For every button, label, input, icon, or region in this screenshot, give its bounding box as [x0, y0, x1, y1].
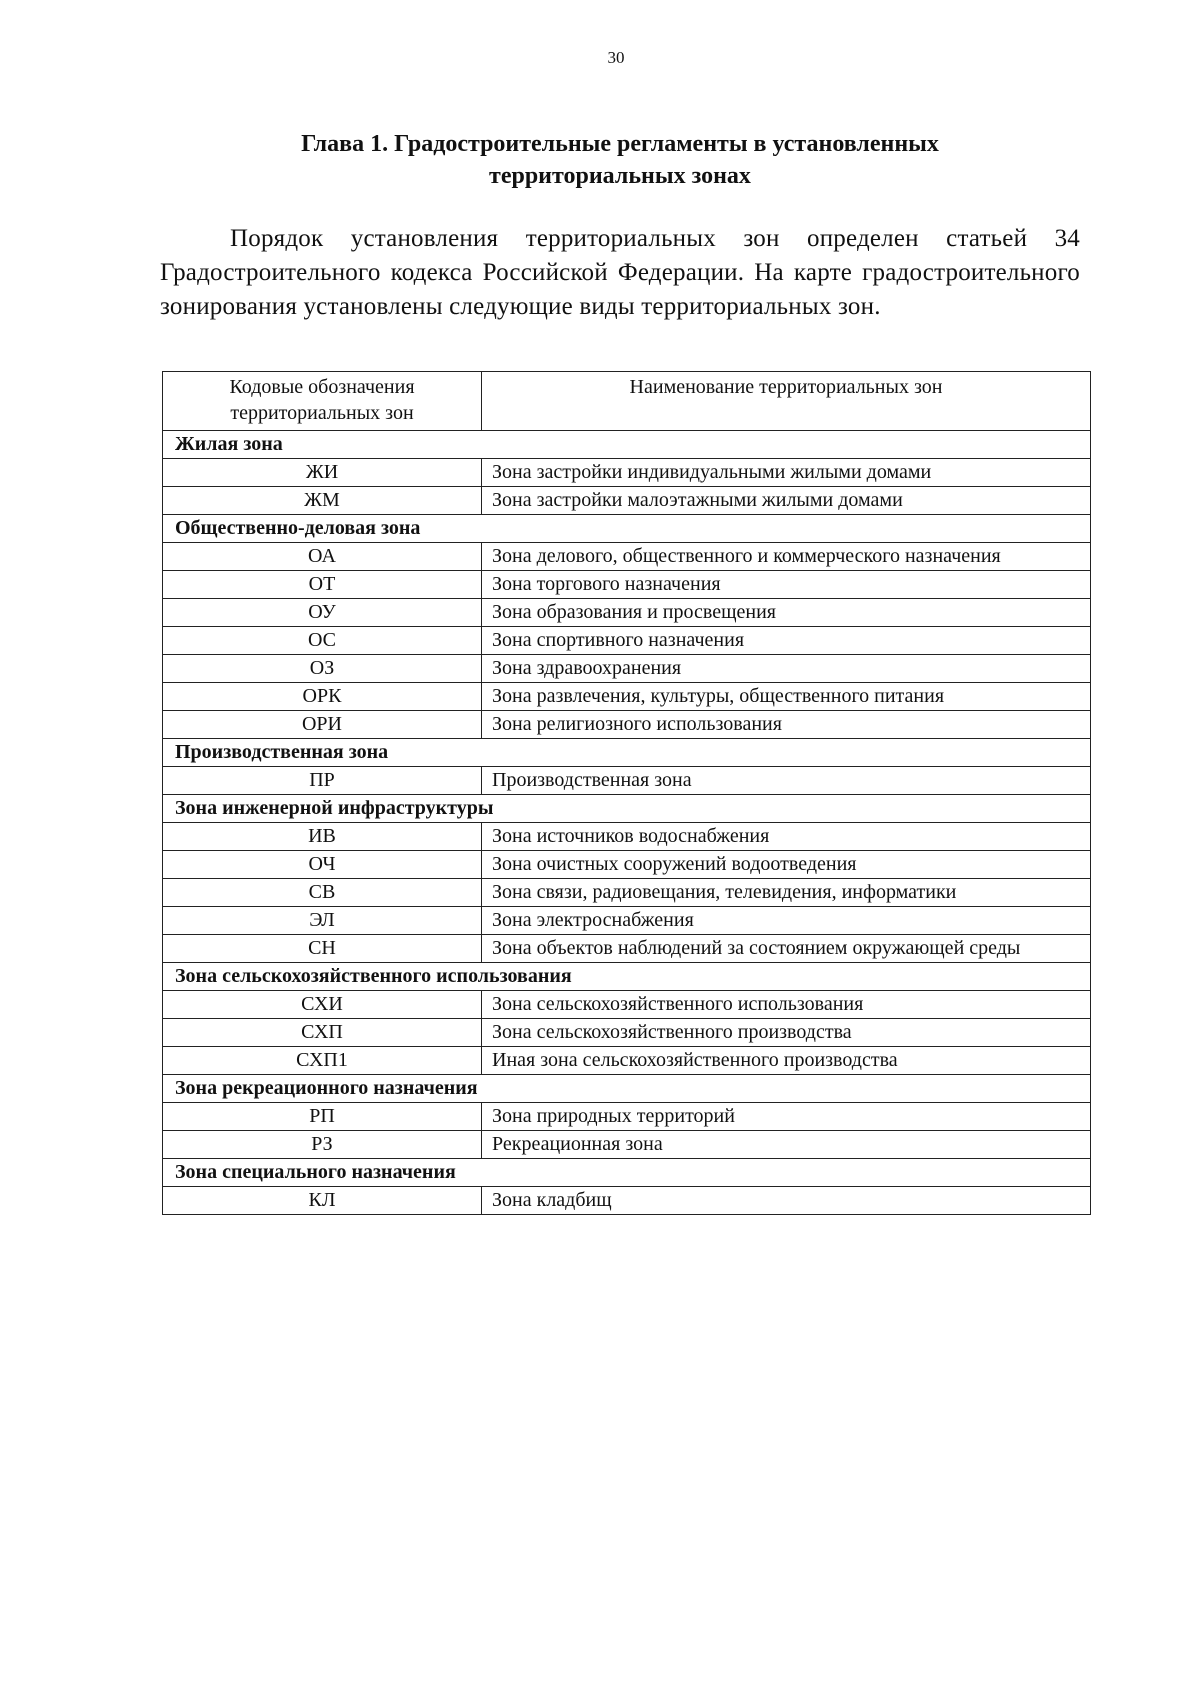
- table-row: [163, 599, 1091, 627]
- zone-name: Зона развлечения, культуры, общественного питания: [482, 683, 1091, 711]
- zone-group-row: [163, 431, 1091, 459]
- zone-code: ОРИ: [163, 711, 482, 739]
- zone-code: ОС: [163, 627, 482, 655]
- table-row: [163, 1131, 1091, 1159]
- zone-group-row: [163, 963, 1091, 991]
- zone-group-label: Производственная зона: [163, 739, 1091, 767]
- zone-group-row: [163, 1159, 1091, 1187]
- table-row: [163, 487, 1091, 515]
- zone-group-row: [163, 515, 1091, 543]
- table-row: [163, 655, 1091, 683]
- zone-group-label: Зона сельскохозяйственного использования: [163, 963, 1091, 991]
- chapter-title: Глава 1. Градостроительные регламенты в установленных территориальных зонах: [301, 131, 939, 189]
- zone-name: Производственная зона: [482, 767, 1091, 795]
- zone-name: Зона кладбищ: [482, 1187, 1091, 1215]
- table-row: [163, 991, 1091, 1019]
- zone-name: Зона делового, общественного и коммерческого назначения: [482, 543, 1091, 571]
- zone-group-label: Жилая зона: [163, 431, 1091, 459]
- zone-name: Зона источников водоснабжения: [482, 823, 1091, 851]
- table-row: [163, 935, 1091, 963]
- table-row: [163, 711, 1091, 739]
- zone-code: ИВ: [163, 823, 482, 851]
- zone-code: ПР: [163, 767, 482, 795]
- table-row: [163, 683, 1091, 711]
- zone-name: Зона природных территорий: [482, 1103, 1091, 1131]
- table-row: [163, 823, 1091, 851]
- zone-group-label: Общественно-деловая зона: [163, 515, 1091, 543]
- header-name: Наименование территориальных зон: [482, 372, 1091, 431]
- table-row: [163, 571, 1091, 599]
- zone-code: ОЧ: [163, 851, 482, 879]
- zone-name: Зона образования и просвещения: [482, 599, 1091, 627]
- zone-group-row: [163, 739, 1091, 767]
- zone-code: ОЗ: [163, 655, 482, 683]
- zone-code: СВ: [163, 879, 482, 907]
- table-row: [163, 879, 1091, 907]
- table-row: [163, 1103, 1091, 1131]
- zone-name: Зона электроснабжения: [482, 907, 1091, 935]
- zone-name: Зона торгового назначения: [482, 571, 1091, 599]
- table-row: [163, 627, 1091, 655]
- table-row: [163, 1187, 1091, 1215]
- zone-name: Зона связи, радиовещания, телевидения, информатики: [482, 879, 1091, 907]
- zone-group-row: [163, 1075, 1091, 1103]
- intro-paragraph: Порядок установления территориальных зон определен статьей 34 Градостроительного кодекса Российской Федерации. На карте градостроительного зонирования установлены следующие виды территориальных зон.: [160, 225, 1080, 320]
- table-row: [163, 851, 1091, 879]
- zone-code: ОТ: [163, 571, 482, 599]
- zone-name: Зона застройки индивидуальными жилыми домами: [482, 459, 1091, 487]
- table-row: [163, 1047, 1091, 1075]
- zone-code: СН: [163, 935, 482, 963]
- zone-name: Зона застройки малоэтажными жилыми домами: [482, 487, 1091, 515]
- zone-group-label: Зона рекреационного назначения: [163, 1075, 1091, 1103]
- zone-name: Зона здравоохранения: [482, 655, 1091, 683]
- zone-code: СХП: [163, 1019, 482, 1047]
- zone-code: ЭЛ: [163, 907, 482, 935]
- table-row: [163, 907, 1091, 935]
- zone-name: Зона объектов наблюдений за состоянием окружающей среды: [482, 935, 1091, 963]
- zone-code: ЖМ: [163, 487, 482, 515]
- zone-code: ОА: [163, 543, 482, 571]
- table-row: [163, 543, 1091, 571]
- table-row: [163, 767, 1091, 795]
- zone-name: Зона сельскохозяйственного производства: [482, 1019, 1091, 1047]
- zones-table: [162, 371, 1091, 1215]
- zone-group-row: [163, 795, 1091, 823]
- table-header-row: [163, 372, 1091, 431]
- zone-code: ОУ: [163, 599, 482, 627]
- zones-table-body: [163, 431, 1091, 1215]
- zone-name: Зона религиозного использования: [482, 711, 1091, 739]
- table-row: [163, 459, 1091, 487]
- table-row: [163, 1019, 1091, 1047]
- zone-code: ОРК: [163, 683, 482, 711]
- zone-name: Рекреационная зона: [482, 1131, 1091, 1159]
- zone-code: КЛ: [163, 1187, 482, 1215]
- header-code: Кодовые обозначения территориальных зон: [163, 372, 482, 431]
- zone-code: СХИ: [163, 991, 482, 1019]
- zone-code: РП: [163, 1103, 482, 1131]
- zone-name: Иная зона сельскохозяйственного производства: [482, 1047, 1091, 1075]
- zone-group-label: Зона специального назначения: [163, 1159, 1091, 1187]
- page-number: 30: [607, 48, 625, 67]
- zone-code: СХП1: [163, 1047, 482, 1075]
- zone-name: Зона сельскохозяйственного использования: [482, 991, 1091, 1019]
- zone-code: ЖИ: [163, 459, 482, 487]
- zone-code: РЗ: [163, 1131, 482, 1159]
- zone-name: Зона очистных сооружений водоотведения: [482, 851, 1091, 879]
- zone-name: Зона спортивного назначения: [482, 627, 1091, 655]
- zone-group-label: Зона инженерной инфраструктуры: [163, 795, 1091, 823]
